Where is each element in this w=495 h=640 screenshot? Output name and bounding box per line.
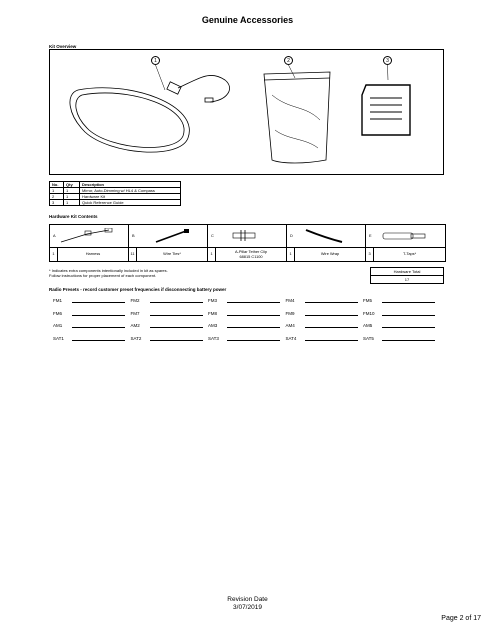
header-qty: Qty: [64, 182, 80, 188]
item-qty: 3: [366, 248, 374, 262]
hardware-cell-e: [366, 225, 446, 248]
preset-blank[interactable]: [305, 322, 358, 328]
item-letter: E: [369, 233, 372, 239]
preset-blank[interactable]: [227, 297, 280, 303]
spares-note: [49, 268, 168, 278]
mirror-image: [70, 75, 230, 152]
item-qty: 11: [129, 248, 137, 262]
item-letter: A: [53, 233, 56, 239]
item-name: Harness: [58, 248, 129, 262]
preset-label: FM3: [208, 298, 217, 303]
cell-no: 2: [50, 194, 64, 200]
preset-field: [53, 297, 127, 303]
item-name: T-Taps*: [374, 248, 446, 262]
preset-blank[interactable]: [72, 322, 125, 328]
item-qty: 1: [50, 248, 58, 262]
preset-blank[interactable]: [227, 310, 280, 316]
preset-label: AM2: [130, 323, 140, 328]
note-line: * Indicates extra components intentionally included in kit as spares.: [49, 268, 168, 273]
preset-field: [208, 322, 282, 328]
header-no: No.: [50, 182, 64, 188]
preset-label: AM1: [53, 323, 63, 328]
preset-field: [286, 297, 360, 303]
preset-blank[interactable]: [150, 335, 203, 341]
tether-clip-image: [215, 228, 275, 244]
hardware-cell-c: [208, 225, 287, 248]
preset-blank[interactable]: [72, 297, 125, 303]
page-title: Genuine Accessories: [201, 15, 294, 25]
preset-field: [286, 322, 360, 328]
preset-field: [208, 310, 282, 316]
hardware-total-value: 17: [371, 276, 444, 284]
table-row: [50, 200, 181, 206]
callout-1: 1: [151, 56, 160, 65]
preset-blank[interactable]: [150, 297, 203, 303]
preset-field: [286, 335, 360, 341]
preset-blank[interactable]: [382, 335, 435, 341]
cell-no: 1: [50, 188, 64, 194]
preset-label: SAT2: [130, 335, 142, 341]
preset-blank[interactable]: [382, 310, 435, 316]
kit-overview-panel: [49, 49, 444, 175]
preset-field: [363, 335, 437, 341]
cell-qty: 1: [64, 194, 80, 200]
cell-description: Quick Reference Guide: [80, 200, 181, 206]
preset-label: SAT4: [285, 335, 297, 341]
preset-field: [131, 310, 205, 316]
preset-blank[interactable]: [72, 335, 125, 341]
preset-label: FM8: [208, 310, 217, 316]
preset-field: [131, 335, 205, 341]
t-tap-image: [373, 228, 433, 244]
preset-field: [208, 335, 282, 341]
header-description: Description: [80, 182, 181, 188]
hardware-cell-d: [287, 225, 366, 248]
hardware-kit-table: [49, 224, 446, 262]
preset-blank[interactable]: [72, 310, 125, 316]
harness-image: [57, 228, 117, 244]
preset-field: [286, 310, 360, 316]
preset-blank[interactable]: [150, 322, 203, 328]
callout-2: 2: [284, 56, 293, 65]
hardware-cell-b: [129, 225, 208, 248]
preset-label: AM3: [208, 323, 218, 328]
hardware-bag-image: [264, 72, 330, 163]
wire-tie-image: [136, 228, 196, 244]
kit-illustration: [50, 50, 445, 176]
preset-label: FM10: [363, 310, 375, 316]
preset-blank[interactable]: [382, 322, 435, 328]
item-name-line2: 68815 C1100: [239, 253, 263, 259]
preset-label: SAT5: [363, 335, 374, 341]
preset-blank[interactable]: [227, 322, 280, 328]
note-line: Follow instructions for proper placement of each component.: [49, 273, 157, 278]
preset-field: [53, 335, 127, 341]
preset-blank[interactable]: [305, 310, 358, 316]
revision-label: Revision Date: [227, 596, 268, 603]
item-name: Wire Ties*: [137, 248, 208, 262]
item-letter: B: [132, 233, 135, 239]
preset-label: FM2: [130, 298, 140, 303]
preset-field: [53, 322, 127, 328]
revision-block: [0, 596, 495, 612]
preset-field: [53, 310, 127, 316]
cell-qty: 1: [64, 200, 80, 206]
hardware-cell-a: [50, 225, 129, 248]
reference-guide-image: [362, 85, 410, 135]
hardware-total-label: Hardware Total: [371, 268, 444, 276]
preset-field: [208, 297, 282, 303]
preset-label: FM5: [363, 298, 372, 303]
preset-blank[interactable]: [382, 297, 435, 303]
item-name: [216, 248, 287, 262]
kit-overview-heading: Kit Overview: [49, 44, 77, 49]
preset-label: SAT1: [53, 335, 64, 341]
preset-field: [363, 297, 437, 303]
preset-blank[interactable]: [305, 297, 358, 303]
cell-description: Hardware Kit: [80, 194, 181, 200]
radio-presets-heading: Radio Presets - record customer preset frequencies if disconnecting battery power: [49, 287, 227, 292]
preset-label: FM1: [53, 298, 62, 303]
preset-label: AM4: [285, 323, 295, 328]
preset-field: [131, 322, 205, 328]
preset-label: FM4: [285, 298, 295, 303]
item-qty: 1: [208, 248, 216, 262]
preset-blank[interactable]: [305, 335, 358, 341]
preset-blank[interactable]: [150, 310, 203, 316]
cell-description: Mirror, Auto-Dimming w/ HL4 & Compass: [80, 188, 181, 194]
hardware-total-box: [370, 267, 444, 284]
preset-field: [363, 322, 437, 328]
wire-wrap-image: [294, 228, 354, 244]
preset-blank[interactable]: [227, 335, 280, 341]
preset-label: SAT3: [208, 335, 219, 341]
callout-3: 3: [383, 56, 392, 65]
preset-label: FM7: [130, 310, 140, 316]
item-letter: C: [211, 233, 214, 239]
item-qty: 1: [287, 248, 295, 262]
page-number: Page 2 of 17: [441, 615, 481, 622]
preset-label: FM9: [285, 310, 295, 316]
preset-field: [131, 297, 205, 303]
cell-no: 3: [50, 200, 64, 206]
kit-description-table: [49, 181, 181, 206]
preset-label: AM5: [363, 323, 373, 328]
preset-label: FM6: [53, 310, 62, 316]
item-name: Wire Wrap: [295, 248, 366, 262]
item-name-line1: A-Pillar Tether Clip: [234, 248, 268, 254]
revision-date: 3/07/2019: [233, 604, 262, 611]
cell-qty: 1: [64, 188, 80, 194]
hardware-kit-heading: Hardware Kit Contents: [49, 214, 98, 219]
preset-field: [363, 310, 437, 316]
item-letter: D: [290, 233, 293, 239]
